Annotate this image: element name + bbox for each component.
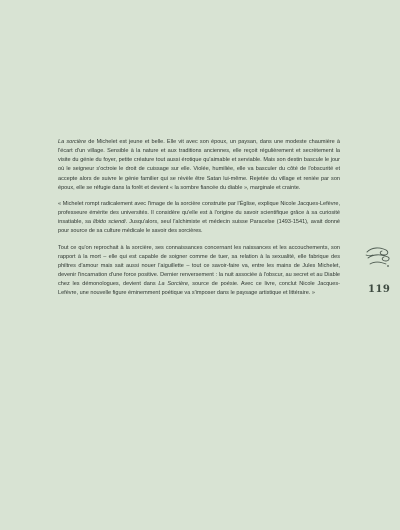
text-run: Tout ce qu'on reprochait à la sorcière, ses connaissances concernant les naissances et les accouchements, son rapport à la mort – elle qui est capable de soigner comme de tuer, sa relation à la sexualité, elle fabrique des philtres d'amour mais sait aussi nouer l'aiguillette – tout ce savoir-faire va, entre les mains de Jules Michelet, devenir l'incarnation d'une force positive. Dernier renversement : la nuit associée à l'obscur, au secret et au Diable chez les démonologues, devient dans [58,244,340,288]
ink-swirl-ornament-icon [364,244,392,270]
italic-run: La Sorcière [158,281,188,288]
text-run: de Michelet est jeune et belle. Elle vit avec son époux, un paysan, dans une modeste chaumière à l'écart d'un village. Sensible à la nature et aux traditions anciennes, elle reçoit régulièrement et secrètement la visite du génie du foyer, petite créature tout aussi érotique qu'aimable et serviable. Mais son destin bascule le jour où le seigneur s'octroie le droit de cuissage sur elle. Violée, humiliée, elle va basculer du côté de l'obscurité et accepte alors de suivre le génie familier qui se révèle être Satan lui-même. Rejetée du village et reniée par son époux, elle se réfugie dans la forêt et devient « la sombre fiancée du diable », marginale et crainte. [58,139,340,191]
italic-run: La sorcière [58,139,87,145]
text-run: « Michelet rompt radicalement avec l'image de la sorcière construite par l'Église, explique Nicole Jacques-Lefèvre, professeure émérite des universités. Il considère qu'elle est à l'origine du savoir scientifique grâce à sa curiosité insatiable, sa [58,200,340,226]
article-body [58,138,340,306]
italic-run: libido sciendi [93,219,126,226]
paragraph-2 [58,200,340,237]
paragraph-3 [58,244,340,299]
folio [356,244,396,300]
page-number: 119 [368,284,391,295]
paragraph-1 [58,138,340,193]
text-run: . Jusqu'alors, seul l'alchimiste et médecin suisse Paracelse (1493-1541), avait donné pour source de sa culture médicale le savoir des sorcières. [58,219,340,235]
text-run: , source de poésie. Avec ce livre, conclut Nicole Jacques-Lefèvre, une nouvelle figure éminemment poétique va s'imposer dans le paysage artistique et littéraire. » [58,281,340,297]
